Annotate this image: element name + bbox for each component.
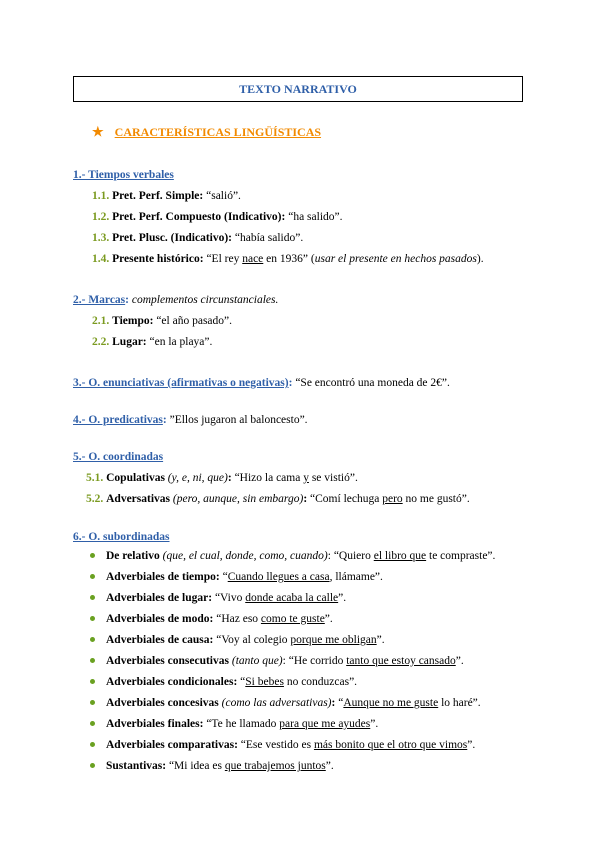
section-5-heading: 5.- O. coordinadas — [73, 451, 164, 463]
section-2-heading: 2.- Marcas: complementos circunstanciales. — [73, 294, 279, 306]
bullet-icon — [90, 637, 95, 642]
bullet-icon — [90, 721, 95, 726]
bullet-icon — [90, 574, 95, 579]
bullet-icon — [90, 763, 95, 768]
section-subtitle — [92, 124, 321, 140]
list-item: Adverbiales finales: “Te he llamado para que me ayudes”. — [90, 717, 378, 731]
list-item: De relativo (que, el cual, donde, como, cuando): “Quiero el libro que te compraste”. — [90, 549, 495, 563]
section-3-heading: 3.- O. enunciativas (afirmativas o negativas): “Se encontró una moneda de 2€”. — [73, 377, 450, 389]
list-item: Adverbiales de tiempo: “Cuando llegues a casa, llámame”. — [90, 570, 383, 584]
section-1-heading: 1.- Tiempos verbales — [73, 169, 174, 181]
list-item: Adverbiales de lugar: “Vivo donde acaba la calle”. — [90, 591, 346, 605]
list-item: Adverbiales comparativas: “Ese vestido es más bonito que el otro que vimos”. — [90, 738, 475, 752]
list-item: 1.4. Presente histórico: “El rey nace en 1936” (usar el presente en hechos pasados). — [92, 253, 484, 265]
bullet-icon — [90, 700, 95, 705]
list-item: 5.2. Adversativas (pero, aunque, sin embargo): “Comí lechuga pero no me gustó”. — [86, 493, 470, 505]
bullet-icon — [90, 616, 95, 621]
list-item: 2.2. Lugar: “en la playa”. — [92, 336, 213, 348]
list-item: Adverbiales concesivas (como las adversativas): “Aunque no me guste lo haré”. — [90, 696, 481, 710]
list-item: 1.2. Pret. Perf. Compuesto (Indicativo): “ha salido”. — [92, 211, 343, 223]
bullet-icon — [90, 658, 95, 663]
list-item: 1.1. Pret. Perf. Simple: “salió”. — [92, 190, 241, 202]
list-item: 5.1. Copulativas (y, e, ni, que): “Hizo la cama y se vistió”. — [86, 472, 358, 484]
list-item: Sustantivas: “Mi idea es que trabajemos juntos”. — [90, 759, 334, 773]
bullet-icon — [90, 679, 95, 684]
list-item: Adverbiales consecutivas (tanto que): “He corrido tanto que estoy cansado”. — [90, 654, 464, 668]
section-4-heading: 4.- O. predicativas: ”Ellos jugaron al baloncesto”. — [73, 414, 308, 426]
bullet-icon — [90, 595, 95, 600]
document-title: TEXTO NARRATIVO — [73, 76, 523, 102]
bullet-icon — [90, 553, 95, 558]
section-6-heading: 6.- O. subordinadas — [73, 531, 170, 543]
list-item: 2.1. Tiempo: “el año pasado”. — [92, 315, 232, 327]
list-item: 1.3. Pret. Plusc. (Indicativo): “había salido”. — [92, 232, 304, 244]
star-icon: ★ — [92, 124, 104, 139]
subtitle-text: CARACTERÍSTICAS LINGÜÍSTICAS — [114, 124, 322, 139]
list-item: Adverbiales de modo: “Haz eso como te guste”. — [90, 612, 333, 626]
list-item: Adverbiales de causa: “Voy al colegio porque me obligan”. — [90, 633, 385, 647]
bullet-icon — [90, 742, 95, 747]
list-item: Adverbiales condicionales: “Si bebes no conduzcas”. — [90, 675, 357, 689]
